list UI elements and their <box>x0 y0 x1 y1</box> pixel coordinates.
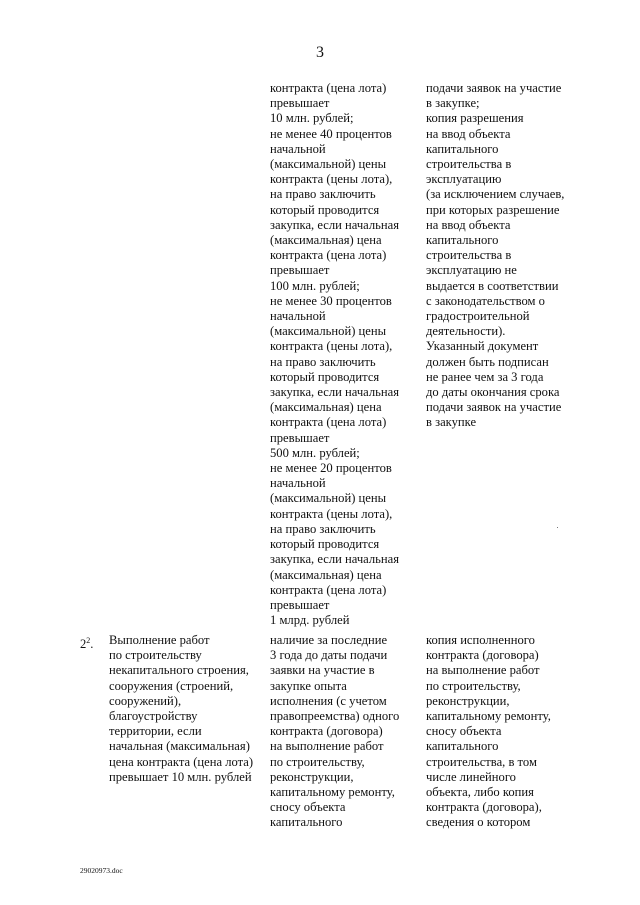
text-line: подачи заявок на участие <box>426 400 562 415</box>
text-line: по строительству <box>109 648 202 663</box>
text-line: начальной <box>270 141 326 156</box>
text-line: превышает <box>270 430 330 445</box>
text-line: контракта (договора), <box>426 800 542 815</box>
text-line: 10 млн. рублей; <box>270 111 354 126</box>
text-line: на выполнение работ <box>426 663 540 678</box>
top-row-documents-column <box>426 81 586 431</box>
text-line: не менее 30 процентов <box>270 293 392 308</box>
text-line: закупке опыта <box>270 678 347 693</box>
page-number: 3 <box>316 44 324 61</box>
text-line: строительства в <box>426 248 512 263</box>
text-line: цена контракта (цена лота) <box>109 754 254 769</box>
text-line: выдается в соответствии <box>426 278 559 293</box>
text-line: правопреемства) одного <box>270 709 400 724</box>
text-line: превышает <box>270 263 330 278</box>
text-line: реконструкции, <box>270 769 354 784</box>
text-line: контракта (цена лота) <box>270 248 387 263</box>
text-line: исполнения (с учетом <box>270 693 387 708</box>
text-line: сооружений), <box>109 693 182 708</box>
text-line: капитального <box>426 233 499 248</box>
text-line: закупка, если начальная <box>270 552 400 567</box>
text-line: по строительству, <box>270 754 365 769</box>
text-line: при которых разрешение <box>426 202 560 217</box>
text-line: сведения о котором <box>426 815 531 830</box>
text-line: в закупке <box>426 415 477 430</box>
text-line: объекта, либо копия <box>426 785 534 800</box>
text-line: должен быть подписан <box>426 354 549 369</box>
text-line: наличие за последние <box>270 633 388 647</box>
text-line: 1 млрд. рублей <box>270 613 350 628</box>
text-line: не менее 40 процентов <box>270 126 392 141</box>
text-line: контракта (цена лота) <box>270 415 387 430</box>
text-line: который проводится <box>270 202 380 217</box>
text-line: подачи заявок на участие <box>426 81 562 95</box>
text-line: превышает <box>270 597 330 612</box>
text-line: контракта (цены лота), <box>270 172 393 187</box>
text-line: некапитального строения, <box>109 663 249 678</box>
text-line: копия разрешения <box>426 111 524 126</box>
text-line: деятельности). <box>426 324 506 339</box>
text-line: на право заключить <box>270 521 376 536</box>
text-line: капитального <box>426 739 499 754</box>
text-line: до даты окончания срока <box>426 385 560 400</box>
text-line: (максимальной) цены <box>270 491 387 506</box>
row-number-superscript: 2 <box>86 636 91 645</box>
text-line: начальная (максимальная) <box>109 739 250 754</box>
text-line: закупка, если начальная <box>270 217 400 232</box>
text-line: Выполнение работ <box>109 633 210 647</box>
text-line: на ввод объекта <box>426 217 511 232</box>
text-line: который проводится <box>270 369 380 384</box>
text-line: который проводится <box>270 537 380 552</box>
row-number-base: 2 <box>80 637 87 651</box>
text-line: начальной <box>270 476 326 491</box>
text-line: (максимальной) цены <box>270 157 387 172</box>
text-line: не менее 20 процентов <box>270 461 392 476</box>
text-line: контракта (цена лота) <box>270 81 387 95</box>
text-line: (максимальная) цена <box>270 233 382 248</box>
text-line: территории, если <box>109 724 202 739</box>
text-line: контракта (договора) <box>426 648 539 663</box>
text-line: Указанный документ <box>426 339 539 354</box>
text-line: не ранее чем за 3 года <box>426 369 544 384</box>
footer-file-name: 29020973.doc <box>80 866 123 875</box>
text-line: заявки на участие в <box>270 663 375 678</box>
text-line: сносу объекта <box>270 800 346 815</box>
row-number-suffix: . <box>90 637 94 651</box>
text-line: эксплуатацию <box>426 172 502 187</box>
text-line: на ввод объекта <box>426 126 511 141</box>
text-line: в закупке; <box>426 96 480 111</box>
row-name-column <box>109 633 269 785</box>
text-line: капитального <box>426 141 499 156</box>
scan-speck <box>557 527 558 528</box>
text-line: сносу объекта <box>426 724 502 739</box>
text-line: строительства, в том <box>426 754 537 769</box>
text-line: (максимальная) цена <box>270 567 382 582</box>
text-line: 3 года до даты подачи <box>270 648 388 663</box>
text-line: благоустройству <box>109 709 198 724</box>
text-line: (за исключением случаев, <box>426 187 565 202</box>
text-line: 100 млн. рублей; <box>270 278 360 293</box>
text-line: закупка, если начальная <box>270 385 400 400</box>
top-row-requirements-column <box>270 81 420 628</box>
text-line: копия исполненного <box>426 633 535 647</box>
text-line: числе линейного <box>426 769 516 784</box>
text-line: (максимальной) цены <box>270 324 387 339</box>
text-line: превышает <box>270 96 330 111</box>
text-line: на выполнение работ <box>270 739 384 754</box>
text-line: с законодательством о <box>426 293 545 308</box>
text-line: по строительству, <box>426 678 521 693</box>
row-requirements-column <box>270 633 420 831</box>
text-line: контракта (цены лота), <box>270 506 393 521</box>
text-line: 500 млн. рублей; <box>270 445 360 460</box>
text-line: на право заключить <box>270 187 376 202</box>
text-line: строительства в <box>426 157 512 172</box>
row-documents-column <box>426 633 586 831</box>
text-line: эксплуатацию не <box>426 263 517 278</box>
text-line: сооружения (строений, <box>109 678 234 693</box>
text-line: начальной <box>270 309 326 324</box>
text-line: капитальному ремонту, <box>270 785 395 800</box>
text-line: контракта (цена лота) <box>270 582 387 597</box>
text-line: реконструкции, <box>426 693 510 708</box>
text-line: превышает 10 млн. рублей <box>109 769 252 784</box>
text-line: контракта (цены лота), <box>270 339 393 354</box>
text-line: на право заключить <box>270 354 376 369</box>
row-number <box>80 633 93 652</box>
text-line: контракта (договора) <box>270 724 383 739</box>
text-line: градостроительной <box>426 309 530 324</box>
text-line: капитальному ремонту, <box>426 709 551 724</box>
text-line: (максимальная) цена <box>270 400 382 415</box>
text-line: капитального <box>270 815 343 830</box>
